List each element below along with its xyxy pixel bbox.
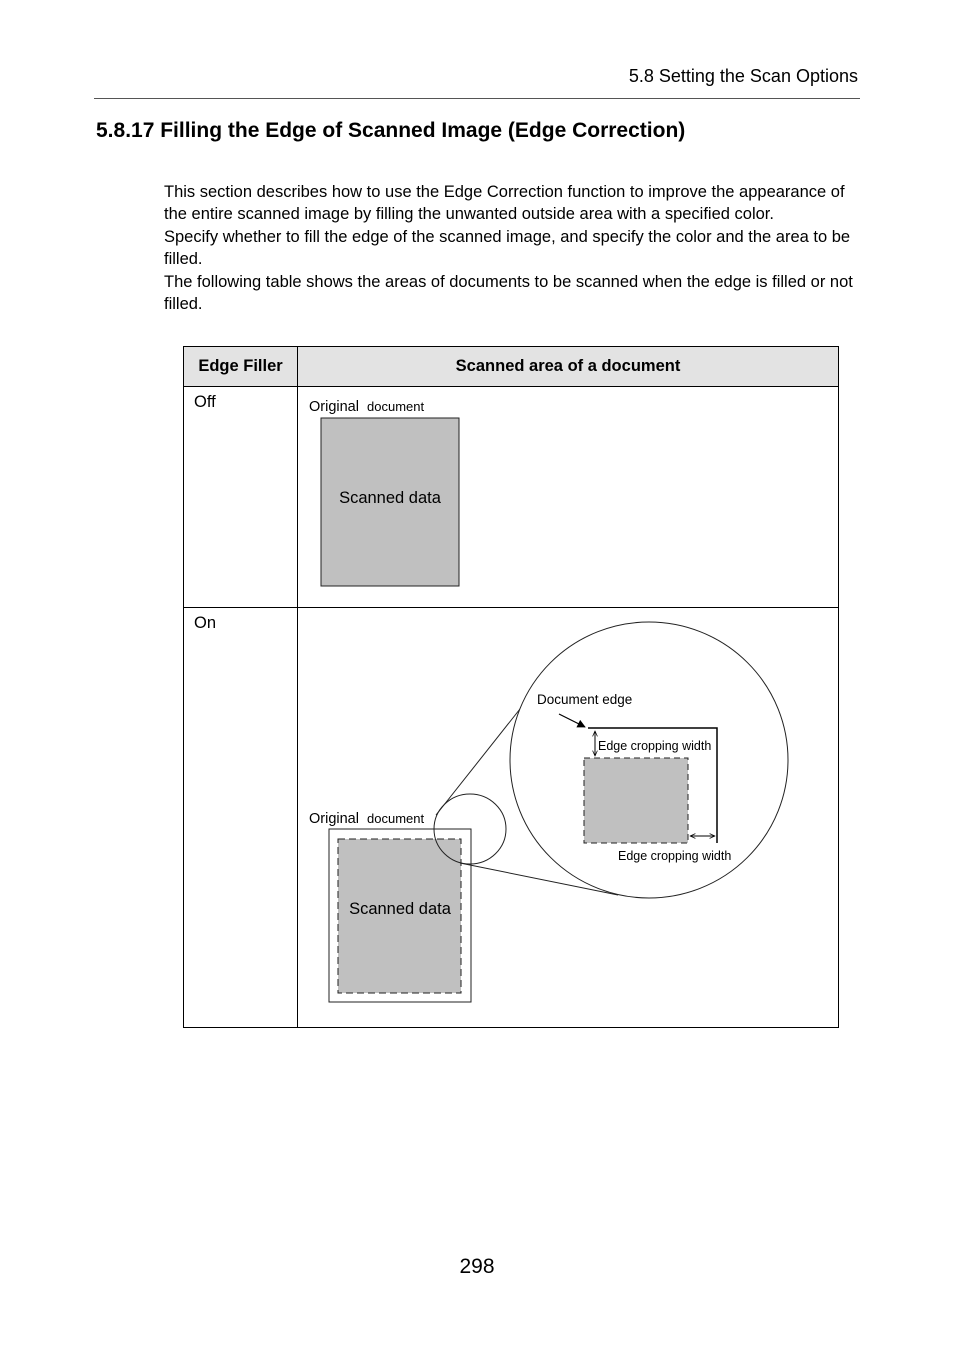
edge-width-right-label: Edge cropping width	[618, 849, 732, 863]
section-title: 5.8.17 Filling the Edge of Scanned Image (Edge Correction)	[96, 119, 686, 142]
figure-off	[298, 387, 838, 601]
original-label-word: Original	[309, 811, 359, 827]
page-number: 298	[459, 1255, 495, 1278]
figure-on	[298, 608, 838, 1021]
document-edge-label: Document edge	[537, 692, 633, 707]
scanned-data-label: Scanned data	[349, 900, 451, 918]
document-label-word: document	[367, 811, 425, 826]
table-header-row	[184, 347, 839, 387]
intro-paragraph-2: Specify whether to fill the edge of the scanned image, and specify the color and the area to be filled.	[164, 227, 851, 269]
scanned-data-label: Scanned data	[339, 489, 441, 507]
document-label-word: document	[367, 399, 425, 414]
intro-paragraph-1: This section describes how to use the Edge Correction function to improve the appearance of the entire scanned image by filling the unwanted outside area with a specified color.	[164, 183, 845, 224]
figure-off-cell	[298, 387, 839, 608]
figure-on-cell	[298, 608, 839, 1028]
intro-text	[164, 181, 864, 315]
intro-paragraph-3: The following table shows the areas of documents to be scanned when the edge is filled or not filled.	[164, 272, 853, 314]
table-row-off	[184, 387, 839, 608]
table-row-on	[184, 608, 839, 1028]
header-rule	[94, 98, 860, 99]
original-label-word: Original	[309, 399, 359, 415]
magnified-scanned-area	[584, 758, 688, 843]
running-header: 5.8 Setting the Scan Options	[628, 66, 858, 86]
edge-filler-table	[183, 346, 839, 1028]
header-edge-filler: Edge Filler	[184, 347, 298, 387]
setting-on: On	[184, 608, 298, 1028]
setting-off: Off	[184, 387, 298, 608]
header-scanned-area: Scanned area of a document	[298, 347, 839, 387]
original-document-label	[309, 811, 424, 827]
original-document-label	[309, 399, 424, 415]
edge-width-top-label: Edge cropping width	[598, 739, 712, 753]
